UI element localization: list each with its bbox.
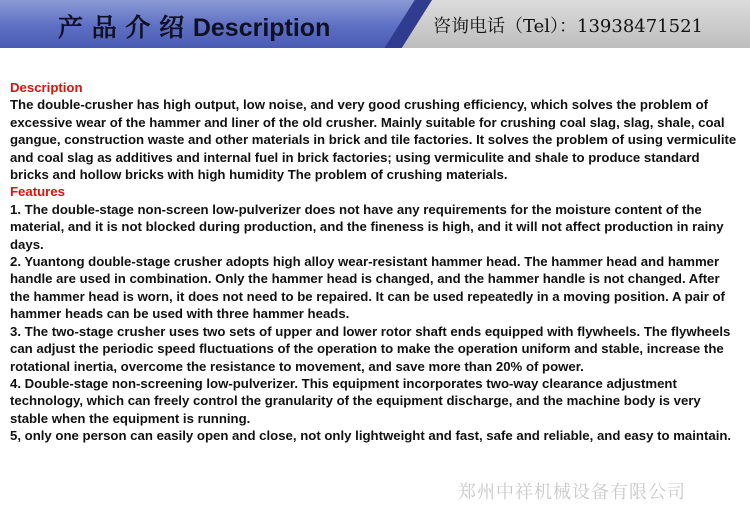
header-bar [0, 0, 750, 48]
description-heading: Description [10, 80, 83, 95]
feature-item: 5, only one person can easily open and close, not only lightweight and fast, safe and reliable, and easy to maintain. [10, 428, 732, 444]
description-text: The double-crusher has high output, low noise, and very good crushing efficiency, which solves the problem of excessive wear of the hammer and liner of the old crusher. Mainly suitable for crushing coal slag, slag, shale, coal gangue, construction waste and other materials in brick and tile factories. It solves the problem of using vermiculite and coal slag as additives and internal fuel in brick factories; using vermiculite and shale to produce standard bricks and hollow bricks with high humidity The problem of crushing materials. [10, 97, 737, 183]
feature-item: 1. The double-stage non-screen low-pulverizer does not have any requirements for the moisture content of the material, and it is not blocked during production, and the fineness is high, and it will not affect production in rainy days. [10, 201, 724, 252]
product-content [10, 79, 742, 445]
contact-phone: 咨询电话（Tel）：13938471521 [433, 16, 703, 37]
page-title [58, 8, 330, 44]
feature-item: 3. The two-stage crusher uses two sets of upper and lower rotor shaft ends equipped with flywheels. The flywheels can adjust the periodic speed fluctuations of the operation to make the operation uniform and stable, increase the rotational inertia, overcome the resistance to movement, and save more than 20% of power. [10, 323, 731, 374]
title-cn: 产 品 介 绍 [58, 13, 193, 42]
feature-item: 2. Yuantong double-stage crusher adopts high alloy wear-resistant hammer head. The hammer head and hammer handle are used in combination. Only the hammer head is changed, and the hammer handle is not changed. After the hammer head is worn, it does not need to be repaired. It can be used repeatedly in a moving position. A pair of hammer heads can be used with three hammer heads. [10, 254, 725, 322]
title-en: Description [192, 14, 331, 42]
features-heading: Features [10, 184, 65, 200]
feature-item: 4. Double-stage non-screening low-pulverizer. This equipment incorporates two-way clearance adjustment technology, which can freely control the granularity of the equipment discharge, and the machine body is very stable when the equipment is running. [10, 375, 701, 426]
company-watermark: 郑州中祥机械设备有限公司 [458, 482, 686, 503]
